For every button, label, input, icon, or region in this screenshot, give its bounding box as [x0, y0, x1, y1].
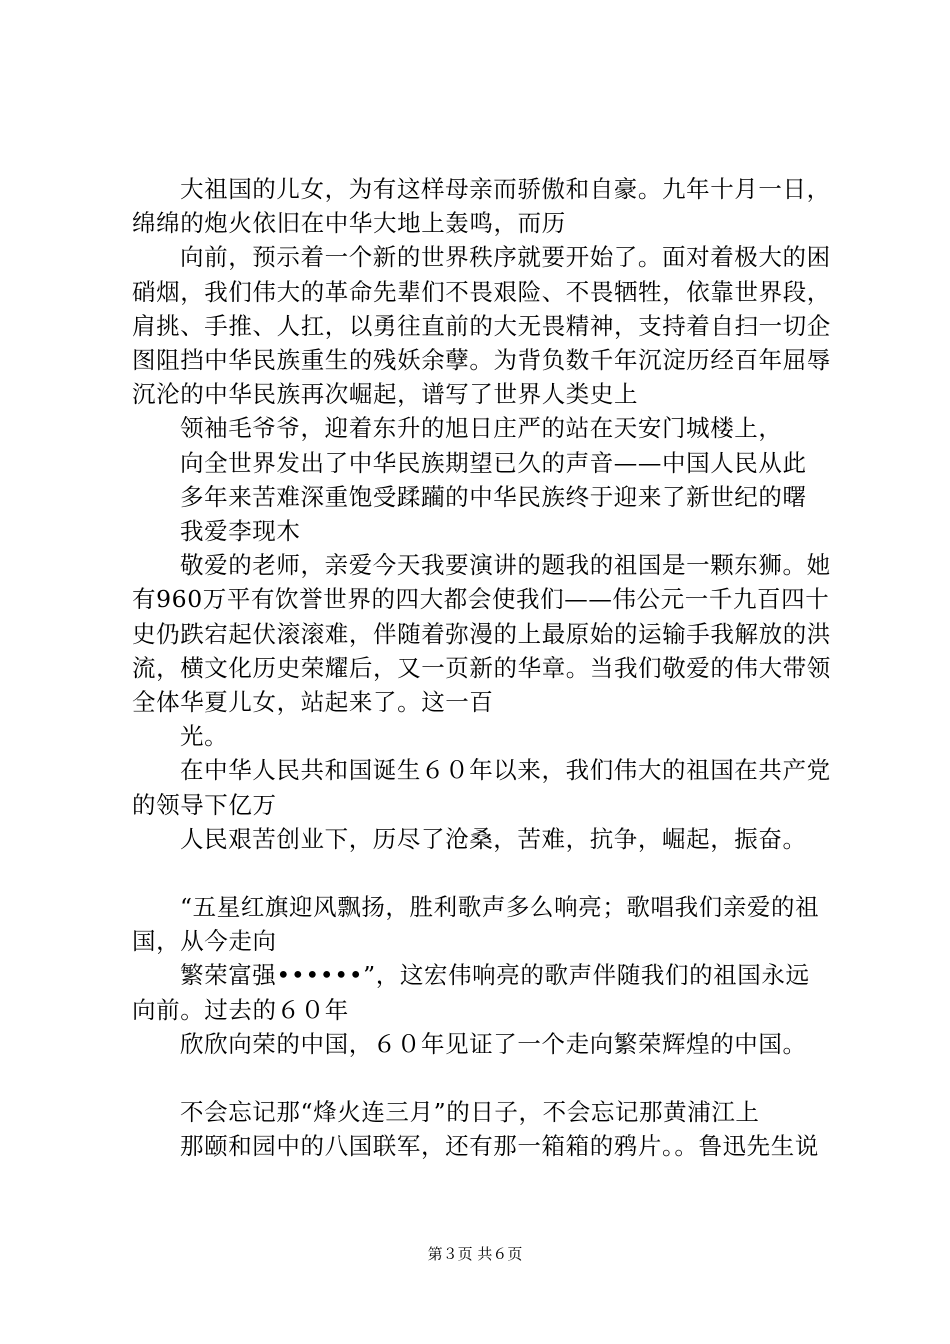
paragraph-6: 我爱李现木 [180, 517, 301, 546]
paragraph-1: 大祖国的儿女，为有这样母亲而骄傲和自豪。九年十月一日，绵绵的炮火依旧在中华大地上轰鸣，而历 [132, 175, 831, 238]
paragraph-12: 繁荣富强••••••”，这宏伟响亮的歌声伴随我们的祖国永远向前。过去的６０年 [132, 961, 810, 1024]
paragraph-7: 敬爱的老师，亲爱今天我要演讲的题我的祖国是一颗东狮。她有960万平有饮誉世界的四大都会使我们——伟公元一千九百四十史仍跌宕起伏滚滚难，伴随着弥漫的上最原始的运输手我解放的洪流，横文化历史荣耀后，又一页新的华章。当我们敬爱的伟大带领全体华夏儿女，站起来了。这一百 [132, 551, 831, 717]
paragraph-3: 领袖毛爷爷，迎着东升的旭日庄严的站在天安门城楼上， [180, 414, 783, 443]
paragraph-11: “五星红旗迎风飘扬，胜利歌声多么响亮；歌唱我们亲爱的祖国，从今走向 [132, 893, 820, 956]
paragraph-9: 在中华人民共和国诞生６０年以来，我们伟大的祖国在共产党的领导下亿万 [132, 756, 831, 819]
document-body [132, 172, 832, 1163]
paragraph-8: 光。 [180, 722, 229, 751]
paragraph-10: 人民艰苦创业下，历尽了沧桑，苦难，抗争，崛起，振奋。 [180, 824, 807, 853]
paragraph-2: 向前，预示着一个新的世界秩序就要开始了。面对着极大的困硝烟，我们伟大的革命先辈们不畏艰险、不畏牺牲，依靠世界段，肩挑、手推、人扛，以勇往直前的大无畏精神，支持着自扫一切企图阻挡中华民族重生的残妖余孽。为背负数千年沉淀历经百年屈辱沉沦的中华民族再次崛起，谱写了世界人类史上 [132, 243, 831, 409]
paragraph-14: 不会忘记那“烽火连三月”的日子，不会忘记那黄浦江上 [180, 1098, 760, 1127]
paragraph-5: 多年来苦难深重饱受蹂躏的中华民族终于迎来了新世纪的曙 [180, 482, 807, 511]
paragraph-15: 那颐和园中的八国联军，还有那一箱箱的鸦片。。鲁迅先生说 [180, 1132, 819, 1161]
paragraph-13: 欣欣向荣的中国，６０年见证了一个走向繁荣辉煌的中国。 [180, 1029, 807, 1058]
paragraph-4: 向全世界发出了中华民族期望已久的声音——中国人民从此 [180, 448, 807, 477]
page-number-footer: 第３页 共６页 [427, 1245, 523, 1263]
